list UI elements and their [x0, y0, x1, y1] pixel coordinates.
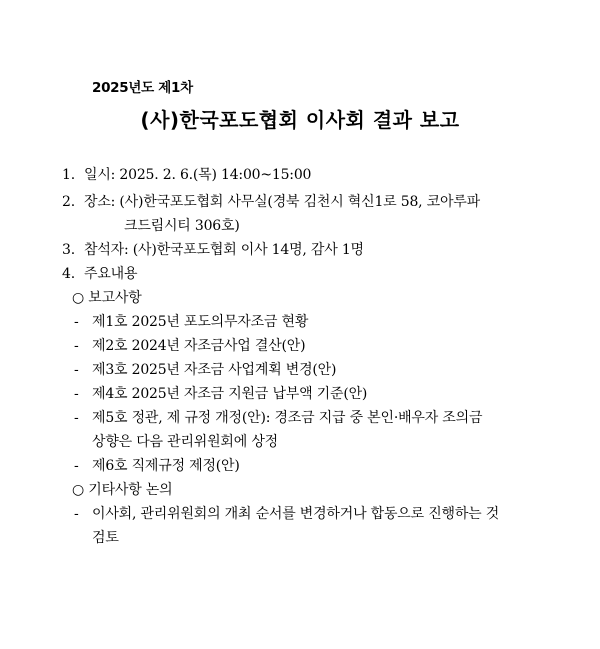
- other-heading: ○ 기타사항 논의: [72, 482, 173, 498]
- report-entry-text: 제2호 2024년 자조금사업 결산(안): [92, 338, 306, 354]
- other-entry-text-line1: 이사회, 관리위원회의 개최 순서를 변경하거나 합동으로 진행하는 것: [92, 506, 500, 522]
- page-title: (사)한국포도협회 이사회 결과 보고: [140, 108, 460, 132]
- item-main-content: [62, 264, 137, 284]
- item-number: 4.: [62, 266, 75, 282]
- item-place-text-line1: 장소: (사)한국포도협회 사무실(경북 김천시 혁신1로 58, 코아루파: [84, 194, 480, 210]
- item-number: 3.: [62, 242, 75, 258]
- bullet: -: [74, 386, 79, 402]
- report-entry: [74, 336, 305, 356]
- item-main-text: 주요내용: [84, 266, 138, 282]
- report-entry: [74, 456, 240, 476]
- other-entry: [74, 504, 499, 524]
- report-entry-text: 제4호 2025년 자조금 지원금 납부액 기준(안): [92, 386, 368, 402]
- report-entry-text: 제1호 2025년 포도의무자조금 현황: [92, 314, 309, 330]
- report-entry-text: 제6호 직제규정 제정(안): [92, 458, 240, 474]
- item-number: 1.: [62, 167, 75, 183]
- bullet: -: [74, 458, 79, 474]
- report-entry: [74, 312, 308, 332]
- bullet: -: [74, 362, 79, 378]
- item-date-text: 일시: 2025. 2. 6.(목) 14:00~15:00: [84, 167, 312, 183]
- bullet: -: [74, 410, 79, 426]
- report-entry-text-line2: 상향은 다음 관리위원회에 상정: [92, 434, 278, 450]
- meeting-subtitle: 2025년도 제1차: [92, 80, 193, 96]
- bullet: -: [74, 506, 79, 522]
- report-entry: [74, 408, 482, 428]
- report-entry: [74, 360, 336, 380]
- item-place: [62, 192, 480, 212]
- report-entry-text: 제3호 2025년 자조금 사업계획 변경(안): [92, 362, 337, 378]
- other-entry-text-line2: 검토: [92, 530, 119, 546]
- report-entry-text-line1: 제5호 정관, 제 규정 개정(안): 경조금 지급 중 본인·배우자 조의금: [92, 410, 483, 426]
- item-attendees-text: 참석자: (사)한국포도협회 이사 14명, 감사 1명: [84, 242, 364, 258]
- bullet: -: [74, 338, 79, 354]
- item-number: 2.: [62, 194, 75, 210]
- report-heading: ○ 보고사항: [72, 290, 142, 306]
- item-attendees: [62, 240, 364, 260]
- item-date: [62, 165, 311, 185]
- report-entry: [74, 384, 367, 404]
- item-place-text-line2: 크드림시티 306호): [124, 218, 240, 234]
- bullet: -: [74, 314, 79, 330]
